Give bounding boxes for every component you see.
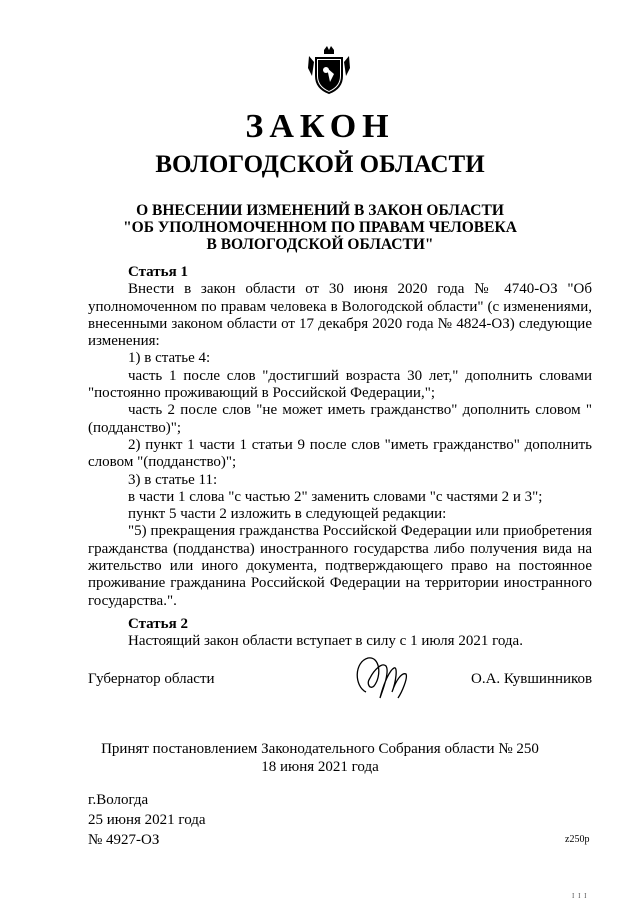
subject-line: О ВНЕСЕНИИ ИЗМЕНЕНИЙ В ЗАКОН ОБЛАСТИ	[136, 202, 504, 219]
page-mark: I I I	[572, 892, 588, 900]
document-footer	[88, 790, 206, 850]
article-1-item-3-part-1: в части 1 слова "с частью 2" заменить словами "с частями 2 и 3";	[128, 488, 543, 505]
adoption-date: 18 июня 2021 года	[261, 759, 379, 775]
article-1-item-1-part-1: часть 1 после слов "достигший возраста 30 лет," дополнить словами "постоянно проживающий в Российской Федерации,";	[88, 367, 592, 402]
footer-date: 25 июня 2021 года	[88, 812, 206, 828]
subject-line: В ВОЛОГОДСКОЙ ОБЛАСТИ"	[206, 236, 434, 253]
subject-line: "ОБ УПОЛНОМОЧЕННОМ ПО ПРАВАМ ЧЕЛОВЕКА	[123, 219, 517, 236]
footer-city: г.Вологда	[88, 792, 149, 808]
document-region: ВОЛОГОДСКОЙ ОБЛАСТИ	[155, 151, 485, 178]
governor-label: Губернатор области	[88, 671, 215, 687]
article-1-item-1: 1) в статье 4:	[128, 350, 211, 367]
article-1-item-3-quote: "5) прекращения гражданства Российской Федерации или приобретения гражданства (подданства) иностранного государства либо получения вида на жительство или иного документа, подтверждающего право на постоянное проживание гражданина Российской Федерации на территории иностранного государства.".	[88, 523, 592, 609]
coat-of-arms-emblem	[300, 38, 358, 96]
document-body	[88, 264, 592, 651]
governor-name: О.А. Кувшинников	[471, 671, 593, 687]
article-1-item-1-part-2: часть 2 после слов "не может иметь гражданство" дополнить словом "(подданство)";	[88, 402, 592, 436]
article-2-text: Настоящий закон области вступает в силу с 1 июля 2021 года.	[128, 633, 523, 650]
article-1-item-3: 3) в статье 11:	[128, 471, 218, 488]
article-1-intro: Внести в закон области от 30 июня 2020 года № 4740-ОЗ "Об уполномоченном по правам человека в Вологодской области" (с изменениями, внесенными законом области от 17 декабря 2020 года № 4824-ОЗ) следующие изменения:	[88, 281, 592, 350]
document-subject	[0, 202, 640, 253]
article-1-item-3-part-2: пункт 5 части 2 изложить в следующей редакции:	[128, 506, 447, 523]
adoption-note	[0, 740, 640, 776]
article-1-heading: Статья 1	[128, 264, 188, 280]
document-code: z250p	[565, 834, 590, 845]
article-2-heading: Статья 2	[128, 615, 188, 632]
document-title: ЗАКОН	[245, 108, 395, 145]
article-1-item-2: 2) пункт 1 части 1 статьи 9 после слов "иметь гражданство" дополнить словом "(подданство)";	[88, 436, 592, 471]
footer-number: № 4927-ОЗ	[88, 832, 160, 848]
handwritten-signature	[352, 652, 412, 704]
adoption-line: Принят постановлением Законодательного Собрания области № 250	[101, 741, 539, 757]
